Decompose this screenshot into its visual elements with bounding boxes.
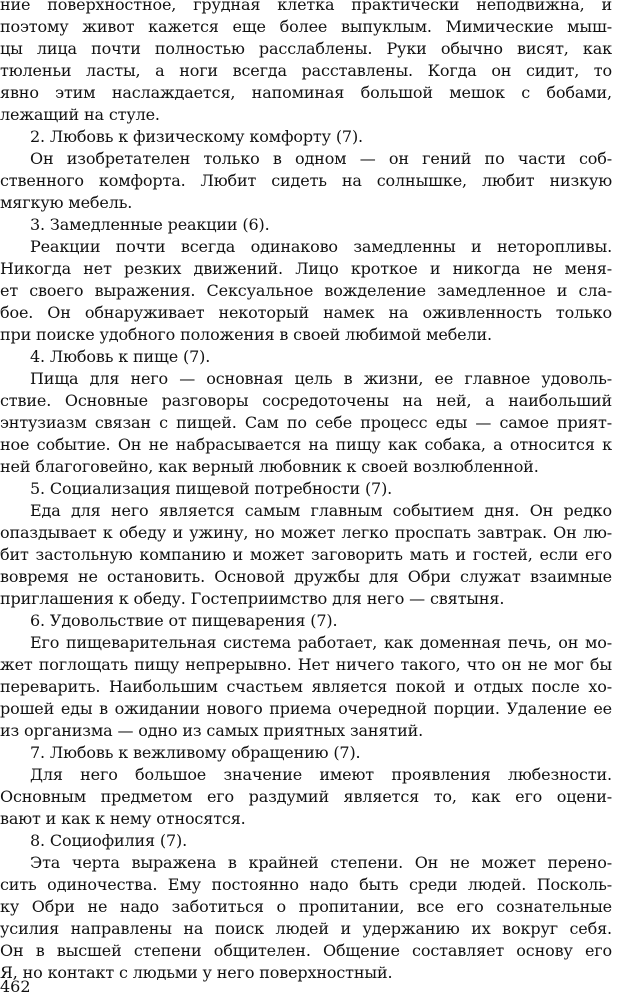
text-line: энтузиазм связан с пищей. Сам по себе процесс еды — самое прият- bbox=[0, 413, 612, 432]
text-line: Основным предметом его раздумий является то, как его оцени- bbox=[0, 787, 612, 806]
text-line: ние поверхностное, грудная клетка практически неподвижна, и bbox=[0, 0, 612, 14]
text-line: мягкую мебель. bbox=[0, 193, 133, 212]
text-line: при поиске удобного положения в своей любимой мебели. bbox=[0, 325, 492, 344]
text-line: Реакции почти всегда одинаково замедленны и неторопливы. bbox=[30, 237, 612, 256]
text-line: рошей еды в ожидании нового приема очередной порции. Удаление ее bbox=[0, 699, 612, 718]
text-line: сить одиночества. Ему постоянно надо быть среди людей. Посколь- bbox=[0, 875, 612, 894]
section-heading-3: 3. Замедленные реакции (6). bbox=[30, 215, 270, 234]
text-line: ней благоговейно, как верный любовник к своей возлюбленной. bbox=[0, 457, 539, 476]
text-line: из организма — одно из самых приятных занятий. bbox=[0, 721, 424, 740]
text-line: тюленьи ласты, а ноги всегда расставлены. Когда он сидит, то bbox=[0, 61, 612, 80]
text-line: Еда для него является самым главным событием дня. Он редко bbox=[30, 501, 612, 520]
text-line: ку Обри не надо заботиться о пропитании, все его сознательные bbox=[0, 897, 612, 916]
text-line: Никогда нет резких движений. Лицо кроткое и никогда не меня- bbox=[0, 259, 612, 278]
text-line: Его пищеварительная система работает, как доменная печь, он мо- bbox=[30, 633, 612, 652]
text-line: бит застольную компанию и может заговорить мать и гостей, если его bbox=[0, 545, 612, 564]
text-line: вовремя не остановить. Основой дружбы для Обри служат взаимные bbox=[0, 567, 612, 586]
text-line: цы лица почти полностью расслаблены. Руки обычно висят, как bbox=[0, 39, 612, 58]
text-line: Для него большое значение имеют проявления любезности. bbox=[30, 765, 612, 784]
text-line: опаздывает к обеду и ужину, но может легко проспать завтрак. Он лю- bbox=[0, 523, 612, 542]
text-line: вают и как к нему относятся. bbox=[0, 809, 246, 828]
text-line: усилия направлены на поиск людей и удержанию их вокруг себя. bbox=[0, 919, 612, 938]
text-line: ет своего выражения. Сексуальное вожделение замедленное и сла- bbox=[0, 281, 612, 300]
text-line: Я, но контакт с людьми у него поверхностный. bbox=[0, 963, 393, 982]
page-number: 462 bbox=[0, 977, 31, 996]
section-heading-7: 7. Любовь к вежливому обращению (7). bbox=[30, 743, 361, 762]
text-line: поэтому живот кажется еще более выпуклым. Мимические мыш- bbox=[0, 17, 612, 36]
text-line: явно этим наслаждается, напоминая большой мешок с бобами, bbox=[0, 83, 612, 102]
text-line: ственного комфорта. Любит сидеть на солнышке, любит низкую bbox=[0, 171, 612, 190]
text-line: бое. Он обнаруживает некоторый намек на оживленность только bbox=[0, 303, 612, 322]
text-line: Он изобретателен только в одном — он гений по части соб- bbox=[30, 149, 612, 168]
text-line: жет поглощать пищу непрерывно. Нет ничего такого, что он не мог бы bbox=[0, 655, 612, 674]
text-line: ствие. Основные разговоры сосредоточены на ней, а наибольший bbox=[0, 391, 612, 410]
section-heading-5: 5. Социализация пищевой потребности (7). bbox=[30, 479, 393, 498]
section-heading-6: 6. Удовольствие от пищеварения (7). bbox=[30, 611, 338, 630]
text-line: приглашения к обеду. Гостеприимство для него — святыня. bbox=[0, 589, 505, 608]
section-heading-8: 8. Социофилия (7). bbox=[30, 831, 188, 850]
text-line: переварить. Наибольшим счастьем является покой и отдых после хо- bbox=[0, 677, 612, 696]
text-line: Эта черта выражена в крайней степени. Он не может перено- bbox=[30, 853, 612, 872]
text-line: Он в высшей степени общителен. Общение составляет основу его bbox=[0, 941, 612, 960]
section-heading-2: 2. Любовь к физическому комфорту (7). bbox=[30, 127, 363, 146]
text-line: Пища для него — основная цель в жизни, ее главное удоволь- bbox=[30, 369, 612, 388]
section-heading-4: 4. Любовь к пище (7). bbox=[30, 347, 211, 366]
text-line: ное событие. Он не набрасывается на пищу как собака, а относится к bbox=[0, 435, 612, 454]
text-line: лежащий на стуле. bbox=[0, 105, 160, 124]
